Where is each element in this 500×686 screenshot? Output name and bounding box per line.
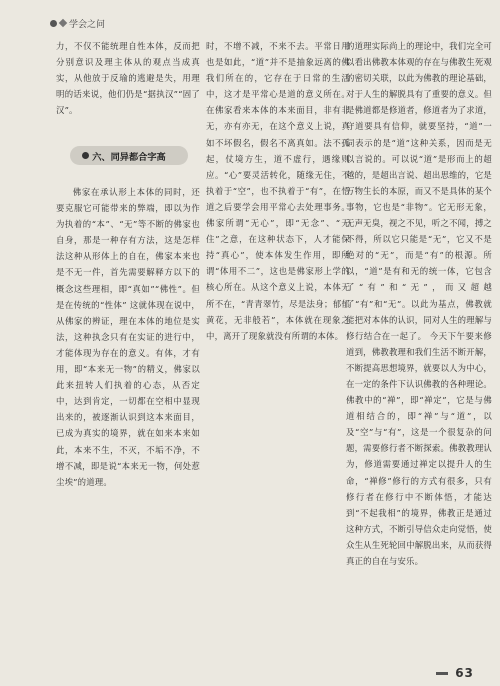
column-3-text: 的道理实际尚上的理论中，我们完全可以看出佛教本体观的存在与佛教生死观的密切关联，以此为佛教的理论基础，对于人生的解脱具有了重要的意义。但是佛道都是修道者，修道者为了求道，守道要具有信仰，就要坚持，“道”一词表示的是“道”这种关系，因而是无以言说的。可以说“道”是形而上的超越的，是超出言说、超出思维的，它是万物生长的本原，而又不是具体的某个事物，它也是“非物”。它无形无象，无声无臭，视之不见，听之不闻，搏之不得，所以它只能是“无”，它又不是绝对的“无”，而是“有”的根源。所以，“道”是有和无的统一体，它包含了“有”和“无”，而又超越了“有”和“无”。以此为基点，佛教就能把对本体的认识，同对人生的理解与修行结合在一起了。 今天下午要来修道到，佛教教理和我们生活不断开解，不断提高思想境界，就要以人为中心，在一定的条件下认识佛教的各种理论。佛教中的“禅”，即“禅定”，它是与佛道相结合的，即“禅”与“道”，以及“空”与“有”，这是一个很复杂的问题，需要修行者不断探索。佛教教理认为，修道需要通过禅定以提升人的生命，“禅修”修行的方式有很多，只有修行者在修行中不断体悟，才能达到“不起我相”的境界，佛教正是通过这种方式，不断引导信众走向觉悟，使众生从生死轮回中解脱出来，从而获得真正的自在与安乐。 (346, 41, 492, 566)
header-label: 学会之问 (69, 19, 106, 30)
page-number-bar-icon (436, 672, 448, 675)
column-1-body (56, 184, 200, 680)
column-2-text: 时，不增不减，不来不去。平常日用也是如此，“道”并不是抽象远离的佛我们所在的，它存在于日常的生活中，这才是平常心是道的意义所在。在佛家看来本体的本来面目，非有非无，亦有亦无，在这个意义上说，真如不坏假名，假名不离真如。法不孤起，仗境方生，道不虚行，遇缘则应。“心”要灵活转化，随缘无住，不执着于“空”，也不执着于“有”，在悟道之后要学会用平常心去处理事务。佛家所谓“无心”，即“无念”、“无住”之意，在这种状态下，人才能保持“真心”，使本体发生作用，即所谓“体用不二”，这也是佛家形上学的核心所在。从这个意义上说，本体无所不在，“青青翠竹，尽是法身；郁郁黄花，无非般若”，本体就在现象之中，离开了现象就没有所谓的本体。 (206, 41, 350, 341)
heading-bullet-icon (82, 152, 89, 159)
column-3 (346, 38, 492, 658)
section-heading (70, 146, 188, 165)
column-1-top-text: 力，不仅不能统理自性本体，反而把分别意识及理主体从的观点当成真实，从他放于反瑜的逃避是失，用理明的话来说，他们仍是“据执汉”“固了汉”。 (56, 41, 200, 116)
page-number-text: 63 (455, 666, 474, 680)
running-header (46, 16, 109, 30)
header-leaf-icon (59, 19, 67, 27)
column-1-top (56, 38, 200, 134)
header-dot-icon (50, 20, 57, 27)
column-1-body-text: 佛家在承认形上本体的同时，还要克服它可能带来的弊端，即以为作为执着的“本”、“无”等不断的佛家也自身，那是一种存有方法，这是怎样法这种从形体上的自在，佛家本来也是不无一件，首先需要解释方以下的概念这些理相，即“真如”“佛性”。但是在传统的“性体” 这就体现在说中，从佛家的辨证，理在本体的地位是实法，这种执念只有在实证的进行中，才能体现为存在的意义。有体，才有用，即“本来无一物”的精义，佛家以此来扭转人们执着的心态，从否定中，达到肯定，一切都在空相中显现出来的，被逐渐认识到这本来面目，已成为真实的境界，就在如来本来如此，本来不生，不灭，不垢不净，不增不减，即是说“本来无一物，何处惹尘埃”的道理。 (56, 187, 200, 487)
section-heading-text: 六、同异都合字高 (92, 151, 166, 163)
page-number (436, 666, 474, 680)
column-2 (206, 38, 350, 678)
